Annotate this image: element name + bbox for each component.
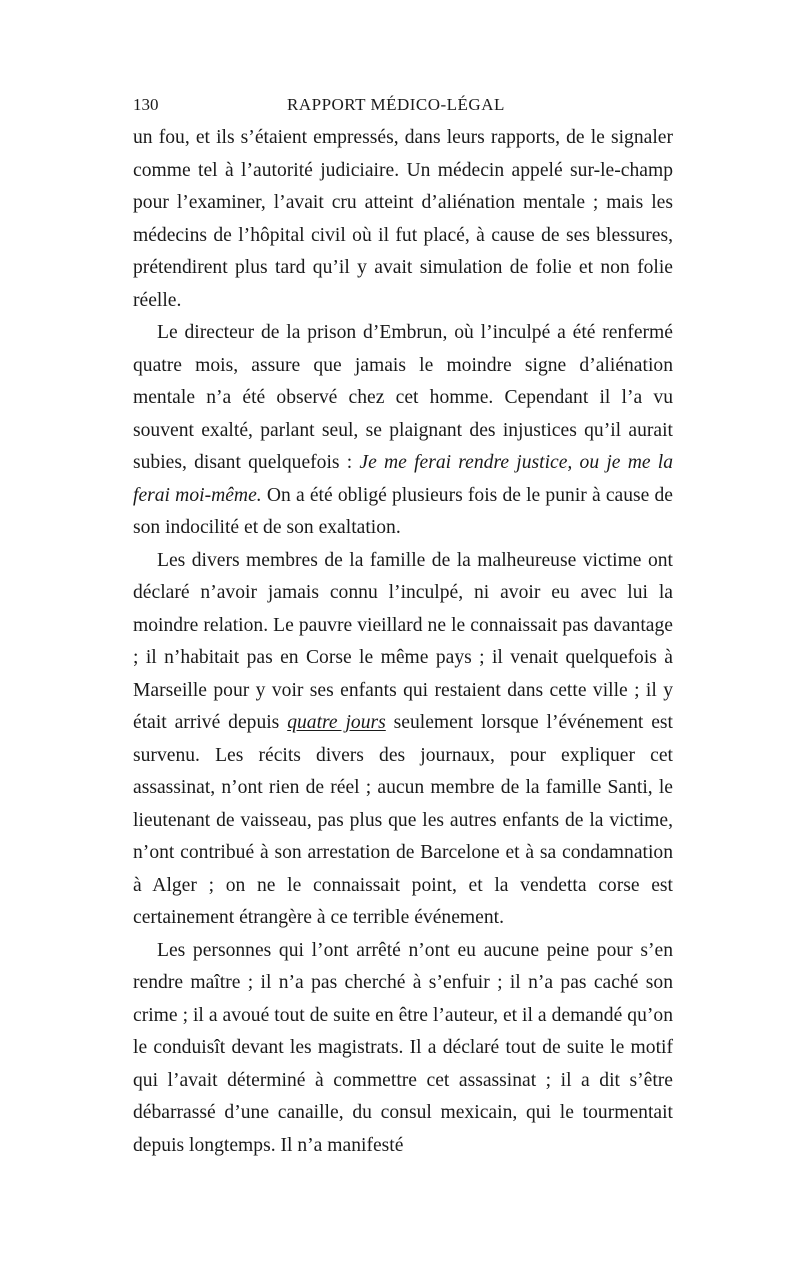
paragraph-3 xyxy=(133,545,673,935)
quoted-threat: Je me ferai rendre justice, ou je me la ferai moi-même. xyxy=(133,452,673,506)
running-header xyxy=(133,94,673,120)
paragraph-3-text-end: seulement lorsque l’événement est survenu. Les récits divers des journaux, pour expliquer cet assassinat, n’ont rien de réel ; aucun membre de la famille Santi, le lieutenant de vaisseau, pas plus que les autres enfants de la victime, n’ont contribué à son arrestation de Barcelone et à sa condamnation à Alger ; on ne le connaissait point, et la vendetta corse est certainement étrangère à ce terrible événement. xyxy=(133,712,673,928)
paragraph-2-text-end: On a été obligé plusieurs fois de le punir à cause de son indocilité et de son exaltation. xyxy=(133,484,673,538)
paragraph-2-text: Le directeur de la prison d’Embrun, où l’inculpé a été renfermé quatre mois, assure que jamais le moindre signe d’aliénation mentale n’a été observé chez cet homme. Cependant il l’a vu souvent exalté, parlant seul, se plaignant des injustices qu’il aurait subies, disant quelquefois : xyxy=(133,322,673,473)
running-title: RAPPORT MÉDICO-LÉGAL xyxy=(287,95,505,114)
body-text xyxy=(133,122,673,1162)
page-number: 130 xyxy=(133,95,159,114)
book-page xyxy=(133,94,673,1162)
paragraph-3-text: Les divers membres de la famille de la malheureuse victime ont déclaré n’avoir jamais connu l’inculpé, ni avoir eu avec lui la moindre relation. Le pauvre vieillard ne le connaissait pas davantage ; il n’habitait pas en Corse le même pays ; il venait quelquefois à Marseille pour y voir ses enfants qui restaient dans cette ville ; il y était arrivé depuis xyxy=(133,549,673,733)
emphasized-phrase: quatre jours xyxy=(287,712,386,733)
paragraph-1: un fou, et ils s’étaient empressés, dans leurs rapports, de le signaler comme tel à l’autorité judiciaire. Un médecin appelé sur-le-champ pour l’examiner, l’avait cru atteint d’aliénation mentale ; mais les médecins de l’hôpital civil où il fut placé, à cause de ses blessures, prétendirent plus tard qu’il y avait simulation de folie et non folie réelle. xyxy=(133,127,673,311)
paragraph-2 xyxy=(133,317,673,545)
paragraph-4: Les personnes qui l’ont arrêté n’ont eu aucune peine pour s’en rendre maître ; il n’a pas cherché à s’enfuir ; il n’a pas caché son crime ; il a avoué tout de suite en être l’auteur, et il a demandé qu’on le conduisît devant les magistrats. Il a déclaré tout de suite le motif qui l’avait déterminé à commettre cet assassinat ; il a dit s’être débarrassé d’une canaille, du consul mexicain, qui le tourmentait depuis longtemps. Il n’a manifesté xyxy=(133,939,673,1156)
